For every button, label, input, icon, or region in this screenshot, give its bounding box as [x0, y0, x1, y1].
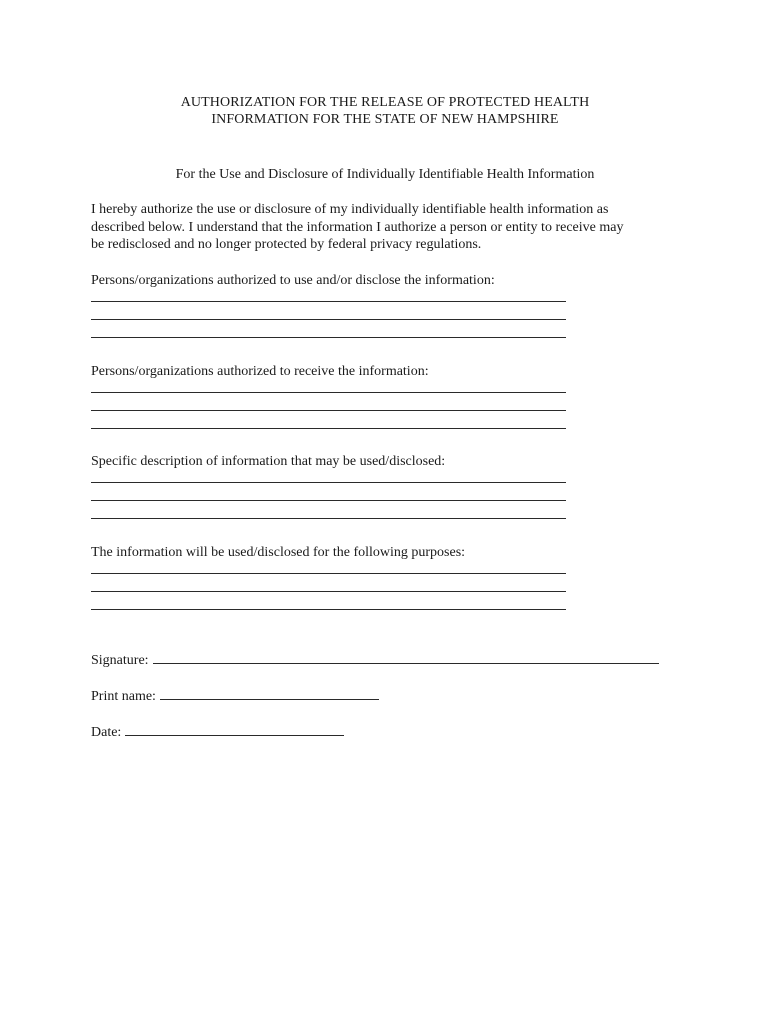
document-subtitle: For the Use and Disclosure of Individually Identifiable Health Information	[175, 167, 595, 182]
section-purposes-line-2[interactable]	[91, 591, 566, 592]
intro-paragraph	[91, 201, 691, 254]
signature-row	[91, 651, 659, 669]
signature-label: Signature:	[91, 653, 149, 668]
intro-line-1: I hereby authorize the use or disclosure of my individually identifiable health information as	[91, 202, 609, 217]
print-name-label: Print name:	[91, 689, 156, 704]
document-title-line-2: INFORMATION FOR THE STATE OF NEW HAMPSHIRE	[211, 112, 559, 127]
document-title-line-1: AUTHORIZATION FOR THE RELEASE OF PROTECTED HEALTH	[180, 95, 590, 110]
section-disclosers-label: Persons/organizations authorized to use and/or disclose the information:	[91, 273, 495, 288]
date-row	[91, 723, 344, 741]
date-field[interactable]	[125, 723, 344, 736]
signature-field[interactable]	[153, 651, 659, 664]
section-description-line-2[interactable]	[91, 500, 566, 501]
section-purposes-line-3[interactable]	[91, 609, 566, 610]
section-recipients-line-3[interactable]	[91, 428, 566, 429]
section-purposes-label: The information will be used/disclosed for the following purposes:	[91, 545, 466, 560]
print-name-row	[91, 687, 379, 705]
section-disclosers-line-1[interactable]	[91, 301, 566, 302]
section-recipients-line-1[interactable]	[91, 392, 566, 393]
section-description-line-3[interactable]	[91, 518, 566, 519]
section-recipients-line-2[interactable]	[91, 410, 566, 411]
section-recipients-label: Persons/organizations authorized to receive the information:	[91, 364, 429, 379]
intro-line-3: be redisclosed and no longer protected by federal privacy regulations.	[91, 237, 482, 252]
print-name-field[interactable]	[160, 687, 379, 700]
section-purposes-line-1[interactable]	[91, 573, 566, 574]
section-disclosers-line-3[interactable]	[91, 337, 566, 338]
section-description-label: Specific description of information that may be used/disclosed:	[91, 454, 446, 469]
date-label: Date:	[91, 725, 122, 740]
section-disclosers-line-2[interactable]	[91, 319, 566, 320]
intro-line-2: described below. I understand that the information I authorize a person or entity to receive may	[91, 219, 624, 235]
section-description-line-1[interactable]	[91, 482, 566, 483]
